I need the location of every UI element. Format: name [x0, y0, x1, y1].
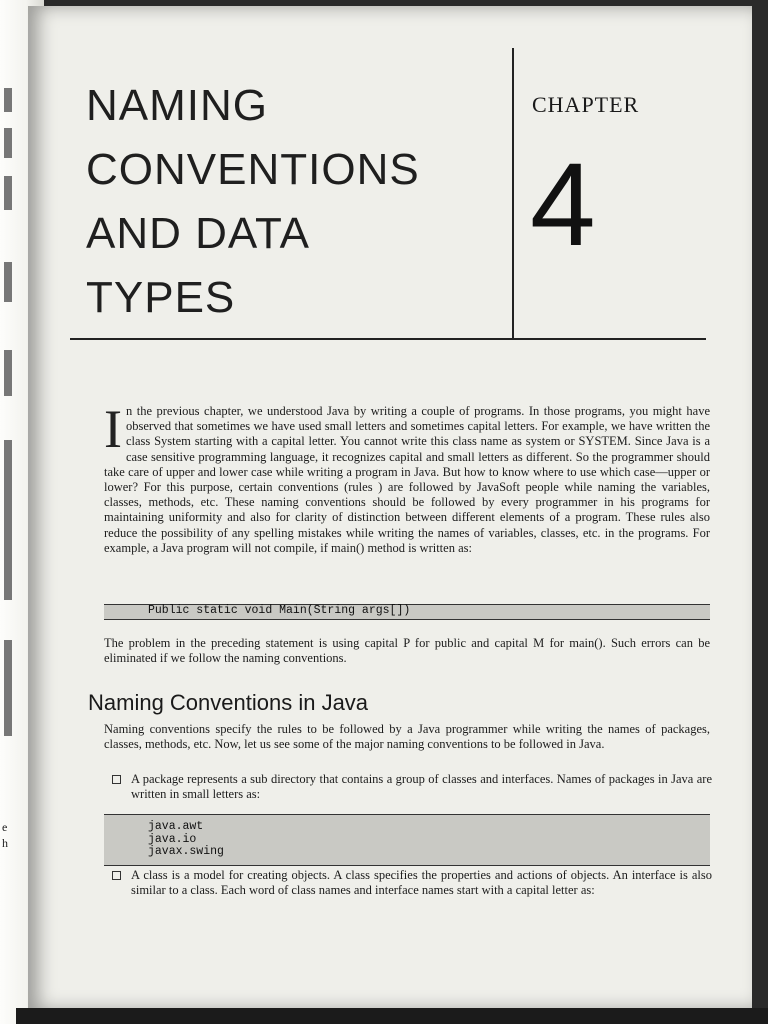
spine-mark: [4, 128, 12, 158]
code-block-packages: [104, 814, 710, 866]
bullet-class: [106, 868, 712, 898]
margin-letter: h: [2, 836, 8, 850]
spine-mark: [4, 262, 12, 302]
after-code-paragraph: The problem in the preceding statement is using capital P for public and capital M for main(). Such errors can be eliminated if we follow the naming conventions.: [104, 636, 710, 666]
header-rule: [70, 338, 706, 340]
chapter-number: 4: [530, 139, 596, 271]
spine-mark: [4, 176, 12, 210]
spine-mark: [4, 640, 12, 736]
code-line: javax.swing: [148, 845, 224, 858]
title-line: CONVENTIONS: [86, 145, 420, 194]
code-block-main: [104, 604, 710, 620]
intro-text: n the previous chapter, we understood Java by writing a couple of programs. In those programs, you might have observed that sometimes we have used small letters and sometimes capital letters. For example, we have written the class System starting with a capital letter. You cannot write this class name as system or SYSTEM. Since Java is a case sensitive programming language, it recognizes capital and small letters as different. So the programmer should take care of upper and lower case while writing a program in Java. But how to know where to use which case—upper or lower? For this purpose, certain conventions (rules ) are followed by JavaSoft people while naming the variables, classes, methods, etc. These naming conventions should be followed by every programmer in his programs for maintaining uniformity and also for clarity of distinction between different elements of a program. These rules also reduce the possibility of any spelling mistakes while writing the names of variables, classes, etc. in the programs. For example, a Java program will not compile, if main() method is written as:: [104, 404, 710, 555]
bullet-package: [106, 772, 712, 802]
chapter-title: [86, 74, 506, 330]
section-heading: Naming Conventions in Java: [88, 690, 369, 715]
section-intro: Naming conventions specify the rules to be followed by a Java programmer while writing the names of packages, classes, methods, etc. Now, let us see some of the major naming conventions to be followed in Java.: [104, 722, 710, 752]
drop-cap: I: [104, 399, 122, 459]
checkbox-bullet-icon: [112, 871, 121, 880]
intro-paragraph: [104, 399, 710, 556]
scan-bottom-edge: [16, 1008, 768, 1024]
bullet-text: A class is a model for creating objects. A class specifies the properties and actions of objects. An interface is also similar to a class. Each word of class names and interface names start with a capital letter as:: [131, 868, 712, 898]
margin-letter: e: [2, 820, 8, 834]
title-line: NAMING: [86, 81, 268, 130]
spine-mark: [4, 88, 12, 112]
title-line: AND DATA: [86, 209, 310, 258]
spine-mark: [4, 350, 12, 396]
code-line: Public static void Main(String args[]): [148, 604, 411, 617]
code-line: java.io: [148, 832, 197, 846]
bullet-text: A package represents a sub directory that contains a group of classes and interfaces. Names of packages in Java are written in small letters as:: [131, 772, 712, 802]
chapter-label: CHAPTER: [532, 92, 640, 117]
title-divider: [512, 48, 514, 340]
spine-mark: [4, 440, 12, 600]
checkbox-bullet-icon: [112, 775, 121, 784]
code-line: java.awt: [148, 820, 204, 833]
title-line: TYPES: [86, 273, 236, 322]
